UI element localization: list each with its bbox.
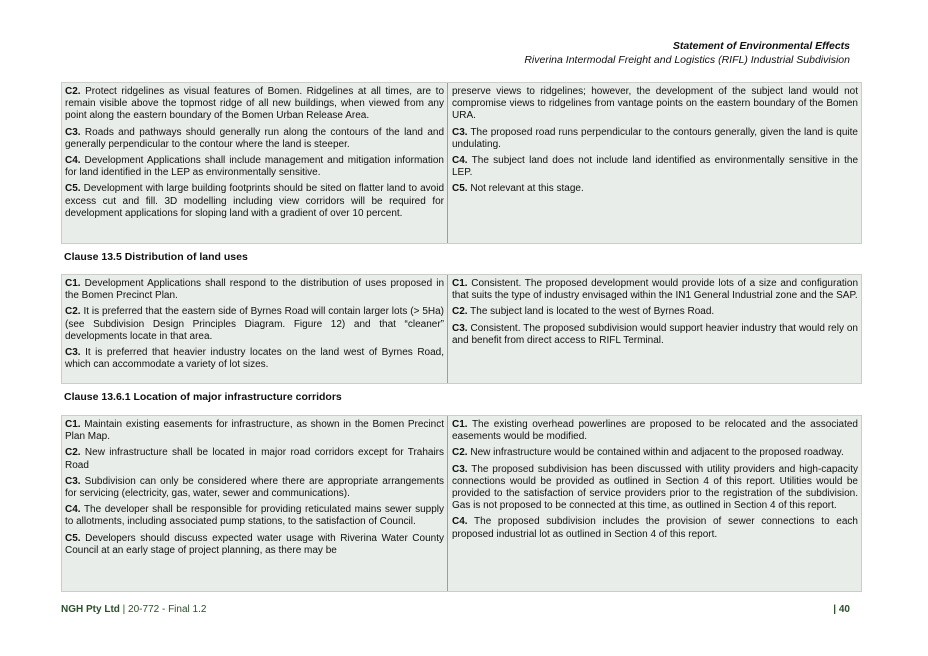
- response-item: C3. Consistent. The proposed subdivision would support heavier industry that would rely on and benefit from direct access to RIFL Terminal.: [452, 322, 858, 346]
- control-item: C1. Development Applications shall respond to the distribution of uses proposed in the Bomen Precinct Plan.: [65, 278, 445, 302]
- table-section-13-6-1: [61, 415, 862, 592]
- response-column: [449, 275, 861, 383]
- response-column: [449, 416, 861, 591]
- controls-column: [62, 275, 448, 383]
- control-item: C4. Development Applications shall include management and mitigation information for land identified in the LEP as environmentally sensitive.: [65, 155, 444, 179]
- response-item: C3. The proposed road runs perpendicular to the contours generally, given the land is quite undulating.: [452, 126, 858, 150]
- document-header: [524, 39, 850, 67]
- response-column: [449, 83, 861, 243]
- controls-column: [62, 416, 448, 591]
- control-item: C5. Developers should discuss expected water usage with Riverina Water County Council at an early stage of project planning, as there may be: [65, 532, 444, 556]
- control-item: C3. Subdivision can only be considered where there are appropriate arrangements for servicing (electricity, gas, water, sewer and communications).: [65, 475, 445, 500]
- clause-heading: Clause 13.6.1 Location of major infrastructure corridors: [64, 391, 342, 403]
- response-item: C2. The subject land is located to the west of Byrnes Road.: [452, 306, 715, 318]
- response-item: preserve views to ridgelines; however, the development of the subject land would not compromise views to ridgelines from vantage points on the eastern boundary of the Bomen URA.: [452, 86, 858, 122]
- control-item: C3. Roads and pathways should generally run along the contours of the land and generally perpendicular to the contour where the land is steeper.: [65, 126, 445, 150]
- response-item: C1. Consistent. The proposed development would provide lots of a size and configuration that suits the type of industry envisaged within the IN1 General Industrial zone and the SAP.: [452, 278, 859, 302]
- footer-reference: [61, 604, 206, 615]
- document-title: Statement of Environmental Effects: [672, 40, 850, 52]
- company-name: NGH Pty Ltd: [61, 604, 120, 615]
- control-item: C3. It is preferred that heavier industry locates on the land west of Byrnes Road, which can accommodate a variety of lot sizes.: [65, 347, 445, 371]
- response-item: C2. New infrastructure would be contained within and adjacent to the proposed roadway.: [452, 447, 844, 459]
- control-item: C2. It is preferred that the eastern side of Byrnes Road will contain larger lots (> 5Ha) (see Subdivision Design Principles Diagram. Figure 12) and that “cleaner” developments locate in that area.: [65, 306, 444, 342]
- control-item: C1. Maintain existing easements for infrastructure, as shown in the Bomen Precinct Plan Map.: [65, 419, 444, 443]
- response-item: C5. Not relevant at this stage.: [452, 183, 584, 195]
- response-item: C4. The proposed subdivision includes the provision of sewer connections to each proposed industrial lot as outlined in Section 4 of this report.: [452, 516, 858, 540]
- response-item: C1. The existing overhead powerlines are proposed to be relocated and the associated easements would be modified.: [452, 419, 858, 443]
- table-section-13-4: [61, 82, 862, 244]
- control-item: C4. The developer shall be responsible for providing reticulated mains sewer supply to allotments, including associated pump stations, to the satisfaction of Council.: [65, 504, 444, 528]
- page-number: | 40: [833, 604, 850, 615]
- response-item: C3. The proposed subdivision has been discussed with utility providers and high-capacity connections would be provided as outlined in Section 4 of this report. Utilities would be provided to the satisfaction of service providers prior to the registration of the subdivision. Gas is not proposed to be connected at this time, as outlined in Section 4 of this report.: [452, 463, 858, 512]
- controls-column: [62, 83, 448, 243]
- document-subtitle: Riverina Intermodal Freight and Logistics (RIFL) Industrial Subdivision: [524, 54, 850, 66]
- document-number: | 20-772 - Final 1.2: [122, 604, 207, 615]
- response-item: C4. The subject land does not include land identified as environmentally sensitive in the LEP.: [452, 155, 858, 179]
- control-item: C2. New infrastructure shall be located in major road corridors except for Trahairs Road: [65, 447, 445, 471]
- table-section-13-5: [61, 274, 862, 384]
- control-item: C2. Protect ridgelines as visual features of Bomen. Ridgelines at all times, are to remain visible above the topmost ridge of all new buildings, when viewed from any point along the eastern boundary of the Bomen Urban Release Area.: [65, 86, 445, 122]
- control-item: C5. Development with large building footprints should be sited on flatter land to avoid excess cut and fill. 3D modelling including view corridors will be required for development applications for sloping land with a gradient of over 10 percent.: [65, 183, 445, 219]
- clause-heading: Clause 13.5 Distribution of land uses: [64, 251, 248, 263]
